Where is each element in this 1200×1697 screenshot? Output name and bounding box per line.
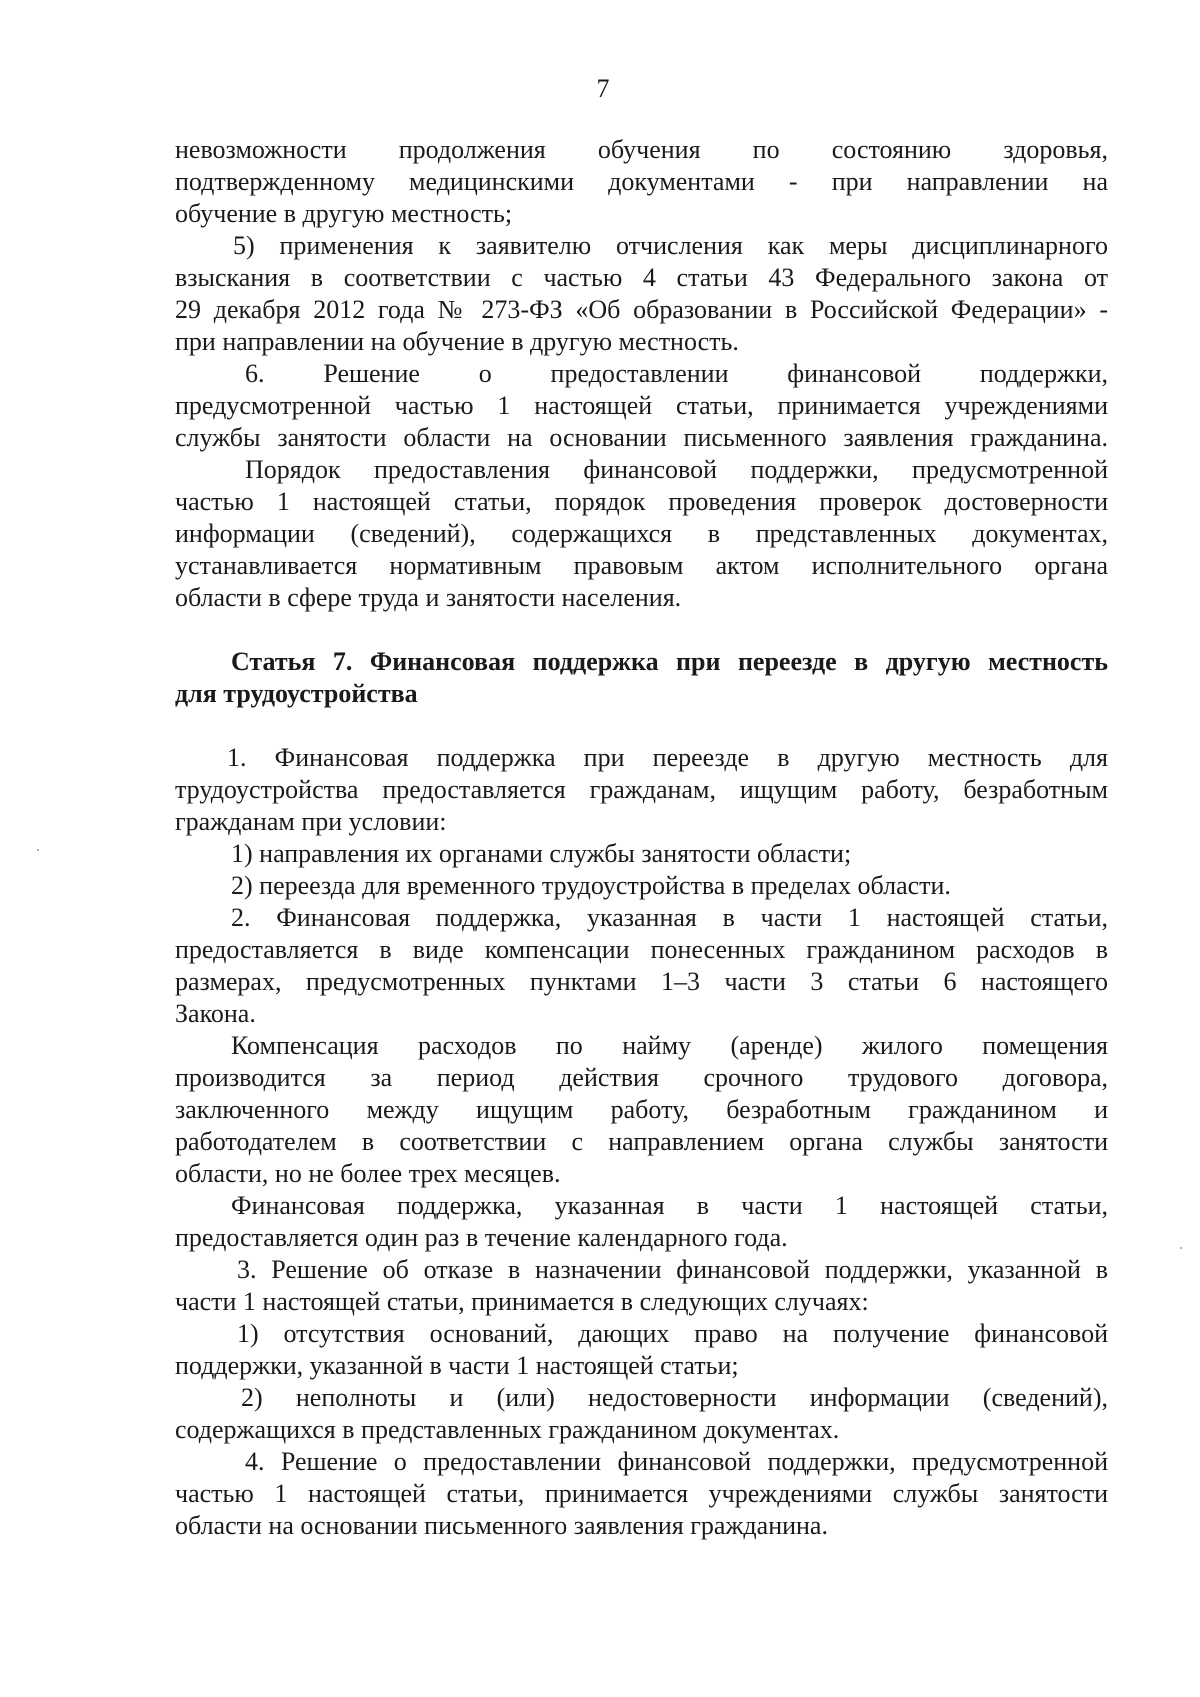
text-line: Компенсация расходов по найму (аренде) жилого помещения	[231, 1031, 1108, 1060]
text-line: информации (сведений), содержащихся в представленных документах,	[175, 519, 1108, 548]
text-line: 6. Решение о предоставлении финансовой поддержки,	[245, 359, 1108, 388]
text-line: 2. Финансовая поддержка, указанная в части 1 настоящей статьи,	[231, 903, 1108, 932]
text-line: Закона.	[175, 999, 256, 1028]
scan-speck	[37, 849, 39, 851]
text-line: 1) направления их органами службы занятости области;	[231, 839, 852, 868]
text-line: области на основании письменного заявления гражданина.	[175, 1511, 828, 1540]
text-line: размерах, предусмотренных пунктами 1–3 части 3 статьи 6 настоящего	[175, 967, 1108, 996]
text-line: области в сфере труда и занятости населения.	[175, 583, 682, 612]
text-line: работодателем в соответствии с направлением органа службы занятости	[175, 1127, 1108, 1156]
text-line: 3. Решение об отказе в назначении финансовой поддержки, указанной в	[237, 1255, 1108, 1284]
text-line: 2) переезда для временного трудоустройства в пределах области.	[231, 871, 951, 900]
text-line: 4. Решение о предоставлении финансовой поддержки, предусмотренной	[245, 1447, 1108, 1476]
text-line: подтвержденному медицинскими документами - при направлении на	[175, 167, 1108, 196]
article-heading-line: для трудоустройства	[175, 679, 418, 708]
scan-speck	[1180, 1247, 1182, 1249]
text-line: обучение в другую местность;	[175, 199, 513, 228]
text-line: содержащихся в представленных гражданином документах.	[175, 1415, 840, 1444]
text-line: службы занятости области на основании письменного заявления гражданина.	[175, 423, 1108, 452]
text-line: Финансовая поддержка, указанная в части 1 настоящей статьи,	[231, 1191, 1108, 1220]
text-line: предусмотренной частью 1 настоящей статьи, принимается учреждениями	[175, 391, 1108, 420]
text-line: невозможности продолжения обучения по состоянию здоровья,	[175, 135, 1108, 164]
text-line: взыскания в соответствии с частью 4 статьи 43 Федерального закона от	[175, 263, 1108, 292]
text-line: 1. Финансовая поддержка при переезде в другую местность для	[227, 743, 1108, 772]
text-line: части 1 настоящей статьи, принимается в следующих случаях:	[175, 1287, 869, 1316]
text-line: заключенного между ищущим работу, безработным гражданином и	[175, 1095, 1108, 1124]
text-line: 1) отсутствия оснований, дающих право на получение финансовой	[237, 1319, 1108, 1348]
text-line: предоставляется в виде компенсации понесенных гражданином расходов в	[175, 935, 1108, 964]
text-line: 5) применения к заявителю отчисления как меры дисциплинарного	[233, 231, 1108, 260]
text-line: Порядок предоставления финансовой поддержки, предусмотренной	[245, 455, 1108, 484]
text-line: 2) неполноты и (или) недостоверности информации (сведений),	[241, 1383, 1108, 1412]
text-line: частью 1 настоящей статьи, принимается учреждениями службы занятости	[175, 1479, 1108, 1508]
text-line: устанавливается нормативным правовым актом исполнительного органа	[175, 551, 1108, 580]
text-line: области, но не более трех месяцев.	[175, 1159, 561, 1188]
text-line: производится за период действия срочного трудового договора,	[175, 1063, 1108, 1092]
text-line: поддержки, указанной в части 1 настоящей статьи;	[175, 1351, 739, 1380]
text-line: предоставляется один раз в течение календарного года.	[175, 1223, 788, 1252]
page-number: 7	[596, 74, 610, 103]
text-line: при направлении на обучение в другую местность.	[175, 327, 739, 356]
text-line: гражданам при условии:	[175, 807, 447, 836]
text-line: частью 1 настоящей статьи, порядок проведения проверок достоверности	[175, 487, 1108, 516]
article-heading-line: Статья 7. Финансовая поддержка при переезде в другую местность	[231, 647, 1108, 676]
text-line: трудоустройства предоставляется гражданам, ищущим работу, безработным	[175, 775, 1108, 804]
text-line: 29 декабря 2012 года № 273-ФЗ «Об образовании в Российской Федерации» -	[175, 295, 1108, 324]
